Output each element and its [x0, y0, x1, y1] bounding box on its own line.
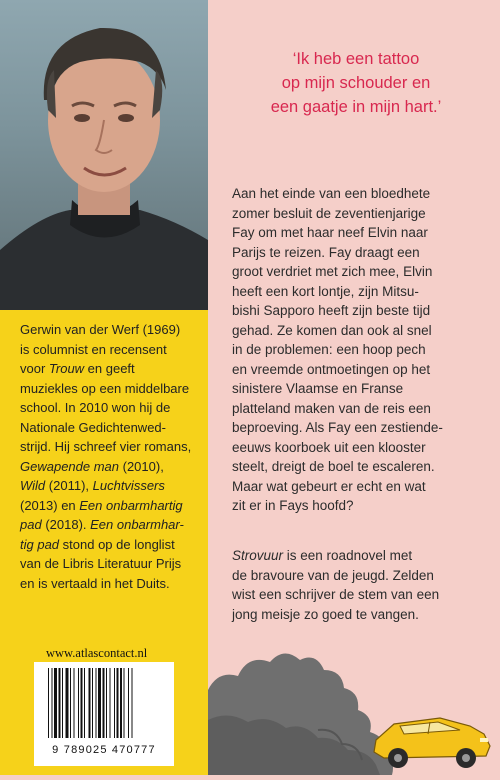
- barcode-bar: [62, 668, 63, 738]
- barcode-bar: [106, 668, 107, 738]
- synopsis-line: zit er in Fays hoofd?: [232, 498, 354, 513]
- synopsis-line: steelt, dreigt de boel te escaleren.: [232, 459, 435, 474]
- barcode-bar: [66, 668, 69, 738]
- isbn-number: 9 789025 470777: [52, 744, 156, 756]
- barcode-bar: [48, 668, 49, 738]
- bio-line: muziekles op een middelbare: [20, 380, 190, 396]
- closing-line: wist een schrijver de stem van een: [232, 587, 440, 602]
- quote-line: op mijn schouder en: [281, 74, 431, 92]
- synopsis-line: en vreemde ontmoetingen op het: [232, 361, 431, 377]
- bio-line: en is vertaald in het Duits.: [20, 575, 170, 591]
- barcode-bar: [132, 668, 133, 738]
- synopsis-line: Maar wat gebeurt er echt en wat: [232, 478, 426, 494]
- barcode-icon: [46, 668, 162, 742]
- bio-line: (2013) en Een onbarmhartig: [20, 497, 183, 513]
- author-bio: [20, 320, 202, 593]
- synopsis-line: sinistere Vlaamse en Franse: [232, 381, 404, 396]
- synopsis-line: Parijs te reizen. Fay draagt een: [232, 244, 420, 260]
- barcode-bar: [78, 668, 79, 738]
- synopsis-line: in de problemen: een hoop pech: [232, 342, 426, 357]
- synopsis-line: platteland maken van de reis een: [232, 400, 431, 416]
- bio-line: Gerwin van der Werf (1969): [20, 322, 181, 337]
- synopsis-line: Aan het einde van een bloedhete: [232, 186, 431, 201]
- pull-quote: [228, 47, 484, 119]
- barcode-bar: [54, 668, 57, 738]
- author-photo: [0, 0, 208, 310]
- synopsis-line: eeuws koorboek uit een klooster: [232, 439, 426, 455]
- barcode-bar: [120, 668, 122, 738]
- barcode-bar: [74, 668, 75, 738]
- bio-line: voor Trouw en geeft: [20, 361, 135, 376]
- synopsis-line: zomer besluit de zeventienjarige: [232, 205, 426, 221]
- barcode-bar: [98, 668, 101, 738]
- bio-line: Wild (2011), Luchtvissers: [20, 478, 165, 493]
- barcode-bar: [52, 668, 53, 738]
- bio-line: Nationale Gedichtenwed-: [20, 419, 166, 435]
- synopsis: [232, 184, 488, 516]
- barcode-bar: [84, 668, 85, 738]
- closing-line: Strovuur is een roadnovel met: [232, 548, 413, 563]
- barcode-bar: [70, 668, 71, 738]
- closing-line: jong meisje zo goed te vangen.: [232, 606, 419, 622]
- bio-line: Gewapende man (2010),: [20, 458, 164, 474]
- quote-line: een gaatje in mijn hart.’: [270, 98, 442, 116]
- synopsis-line: gehad. Ze komen dan ook al snel: [232, 322, 432, 338]
- bio-line: is columnist en recensent: [20, 341, 167, 357]
- barcode-bar: [124, 668, 125, 738]
- author-portrait-illustration: [0, 0, 208, 310]
- barcode-bar: [117, 668, 119, 738]
- barcode: [34, 662, 174, 766]
- barcode-bar: [103, 668, 105, 738]
- smoke-cloud-icon: [208, 610, 500, 775]
- closing-line: de bravoure van de jeugd. Zelden: [232, 567, 434, 583]
- bio-line: van de Libris Literatuur Prijs: [20, 556, 182, 571]
- barcode-bar: [128, 668, 129, 738]
- barcode-bar: [59, 668, 61, 738]
- synopsis-line: beproeving. Als Fay een zestiende-: [232, 420, 443, 435]
- bio-line: school. In 2010 won hij de: [20, 400, 171, 415]
- barcode-bar: [89, 668, 91, 738]
- barcode-bar: [81, 668, 83, 738]
- quote-line: ‘Ik heb een tattoo: [292, 50, 420, 68]
- left-column: [0, 0, 208, 775]
- barcode-bar: [92, 668, 93, 738]
- bio-line: strijd. Hij schreef vier romans,: [20, 439, 192, 454]
- bio-line: pad (2018). Een onbarmhar-: [20, 517, 184, 532]
- car-smoke-illustration: [208, 610, 500, 775]
- synopsis-line: Fay om met haar neef Elvin naar: [232, 225, 428, 240]
- synopsis-line: groot verdriet met zich mee, Elvin: [232, 264, 433, 279]
- car-icon: [374, 718, 490, 768]
- barcode-bar: [110, 668, 111, 738]
- publisher-url: www.atlascontact.nl: [46, 646, 148, 660]
- synopsis-line: heeft een kort lontje, zijn Mitsu-: [232, 283, 419, 299]
- barcode-bar: [96, 668, 97, 738]
- barcode-bar: [114, 668, 115, 738]
- bio-line: tig pad stond op de longlist: [20, 536, 175, 552]
- synopsis-line: bishi Sapporo heeft zijn beste tijd: [232, 303, 431, 318]
